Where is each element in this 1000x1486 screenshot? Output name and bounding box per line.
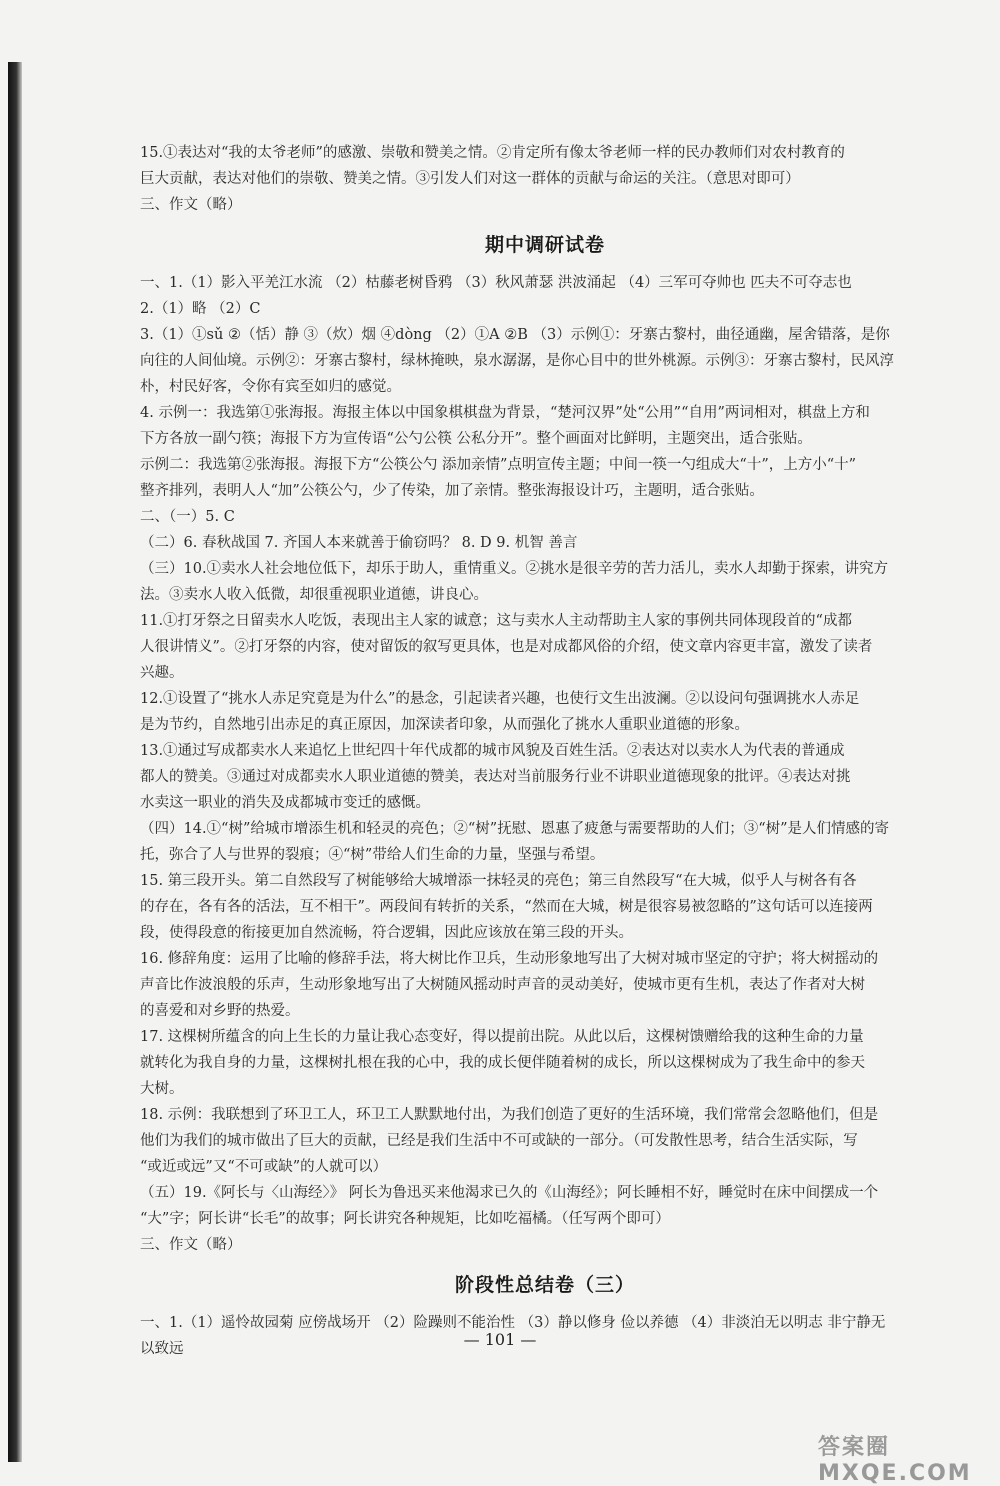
answer-line: （四）14.①“树”给城市增添生机和轻灵的亮色；②“树”抚慰、恩惠了疲惫与需要帮助的人们；③“树”是人们情感的寄 [140, 821, 890, 837]
answer-line: 以致远 [140, 1341, 184, 1357]
answer-line: 就转化为我自身的力量，这棵树扎根在我的心中，我的成长便伴随着树的成长，所以这棵树成为了我生命中的参天 [140, 1055, 865, 1071]
answer-line: （二）6. 春秋战国 7. 齐国人本来就善于偷窃吗？ 8. D 9. 机智 善言 [140, 535, 578, 551]
answer-line: 整齐排列，表明人人“加”公筷公勺，少了传染，加了亲情。整张海报设计巧，主题明，适合张贴。 [140, 483, 764, 499]
answer-line: “或近或远”又“不可或缺”的人就可以） [140, 1159, 388, 1175]
answer-line: 16. 修辞角度：运用了比喻的修辞手法，将大树比作卫兵，生动形象地写出了大树对城市坚定的守护；将大树摇动的 [140, 951, 879, 967]
answer-line: 3.（1）①sǔ ②（恬）静 ③（炊）烟 ④dòng （2）①A ②B （3）示例①：牙寨古黎村，曲径通幽，屋舍错落，是你 [140, 327, 890, 343]
answer-line: 是为节约，自然地引出赤足的真正原因，加深读者印象，从而强化了挑水人重职业道德的形象。 [140, 717, 749, 733]
answer-line: 一、1.（1）影入平羌江水流 （2）枯藤老树昏鸦 （3）秋风萧瑟 洪波涌起 （4）三军可夺帅也 匹夫不可夺志也 [140, 275, 852, 291]
page-number: — 101 — [463, 1330, 537, 1349]
answer-line: 15. 第三段开头。第二自然段写了树能够给大城增添一抹轻灵的亮色；第三自然段写“在大城，似乎人与树各有各 [140, 873, 857, 889]
answer-line: 18. 示例：我联想到了环卫工人，环卫工人默默地付出，为我们创造了更好的生活环境，我们常常会忽略他们，但是 [140, 1107, 879, 1123]
section-previous-answers [140, 140, 950, 218]
answer-line: 三、作文（略） [140, 1237, 242, 1253]
answer-line: 三、作文（略） [140, 197, 242, 213]
answer-line: 11.①打牙祭之日留卖水人吃饭，表现出主人家的诚意；这与卖水人主动帮助主人家的事例共同体现段首的“成都 [140, 613, 852, 629]
answer-line: 都人的赞美。③通过对成都卖水人职业道德的赞美，表达对当前服务行业不讲职业道德现象的批评。④表达对挑 [140, 769, 851, 785]
answer-line: 人很讲情义”。②打牙祭的内容，使对留饭的叙写更具体，也是对成都风俗的介绍，使文章内容更丰富，激发了读者 [140, 639, 873, 655]
answer-line: 大树。 [140, 1081, 184, 1097]
answer-line: 段，使得段意的衔接更加自然流畅，符合逻辑，因此应该放在第三段的开头。 [140, 925, 633, 941]
answer-line: 17. 这棵树所蕴含的向上生长的力量让我心态变好，得以提前出院。从此以后，这棵树馈赠给我的这种生命的力量 [140, 1029, 864, 1045]
answer-line: 13.①通过写成都卖水人来追忆上世纪四十年代成都的城市风貌及百姓生活。②表达对以卖水人为代表的普通成 [140, 743, 845, 759]
binding-edge [8, 62, 22, 1462]
answer-line: 兴趣。 [140, 665, 184, 681]
answer-line: 2.（1）略 （2）C [140, 301, 261, 317]
answer-line: 托，弥合了人与世界的裂痕；④“树”带给人们生命的力量，坚强与希望。 [140, 847, 605, 863]
answer-line: （五）19.《阿长与〈山海经〉》 阿长为鲁迅买来他渴求已久的《山海经》；阿长睡相不好，睡觉时在床中间摆成一个 [140, 1185, 879, 1201]
answer-line: 12.①设置了“挑水人赤足究竟是为什么”的悬念，引起读者兴趣，也使行文生出波澜。②以设问句强调挑水人赤足 [140, 691, 860, 707]
section-title-stage-summary: 阶段性总结卷（三） [454, 1274, 635, 1296]
answer-line: “大”字；阿长讲“长毛”的故事；阿长讲究各种规矩，比如吃福橘。（任写两个即可） [140, 1211, 670, 1227]
answer-line: 15.①表达对“我的太爷老师”的感激、崇敬和赞美之情。②肯定所有像太爷老师一样的民办教师们对农村教育的 [140, 145, 845, 161]
answer-line: 向往的人间仙境。示例②：牙寨古黎村，绿林掩映，泉水潺潺，是你心目中的世外桃源。示例③：牙寨古黎村，民风淳 [140, 353, 894, 369]
watermark-logo: 答案圈 MXQE.COM [818, 1435, 972, 1486]
section-midterm-answers [140, 270, 950, 1258]
answer-line: （三）10.①卖水人社会地位低下，却乐于助人，重情重义。②挑水是很辛劳的苦力活儿，卖水人却勤于探索，讲究方 [140, 561, 889, 577]
answer-line: 一、1.（1）遥怜故园菊 应傍战场开 （2）险躁则不能治性 （3）静以修身 俭以养德 （4）非淡泊无以明志 非宁静无 [140, 1315, 886, 1331]
answer-line: 朴，村民好客，令你有宾至如归的感觉。 [140, 379, 401, 395]
answer-line: 示例二：我选第②张海报。海报下方“公筷公勺 添加亲情”点明宣传主题；中间一筷一勺组成大“十”，上方小“十” [140, 457, 857, 473]
answer-content [140, 140, 950, 1362]
answer-line: 4. 示例一：我选第①张海报。海报主体以中国象棋棋盘为背景，“楚河汉界”处“公用”“自用”两词相对，棋盘上方和 [140, 405, 870, 421]
answer-line: 水卖这一职业的消失及成都城市变迁的感慨。 [140, 795, 430, 811]
answer-line: 二、（一）5. C [140, 509, 235, 525]
answer-line: 的存在，各有各的活法，互不相干”。两段间有转折的关系，“然而在大城，树是很容易被忽略的”这句话可以连接两 [140, 899, 873, 915]
section-title-midterm: 期中调研试卷 [484, 234, 605, 256]
answer-line: 法。③卖水人收入低微，却很重视职业道德，讲良心。 [140, 587, 488, 603]
answer-line: 声音比作波浪般的乐声，生动形象地写出了大树随风摇动时声音的灵动美好，使城市更有生机，表达了作者对大树 [140, 977, 865, 993]
answer-line: 他们为我们的城市做出了巨大的贡献，已经是我们生活中不可或缺的一部分。（可发散性思考，结合生活实际，写 [140, 1133, 858, 1149]
answer-line: 下方各放一副勺筷；海报下方为宣传语“公勺公筷 公私分开”。整个画面对比鲜明，主题突出，适合张贴。 [140, 431, 812, 447]
answer-line: 的喜爱和对乡野的热爱。 [140, 1003, 300, 1019]
answer-line: 巨大贡献，表达对他们的崇敬、赞美之情。③引发人们对这一群体的贡献与命运的关注。（意思对即可） [140, 171, 800, 187]
